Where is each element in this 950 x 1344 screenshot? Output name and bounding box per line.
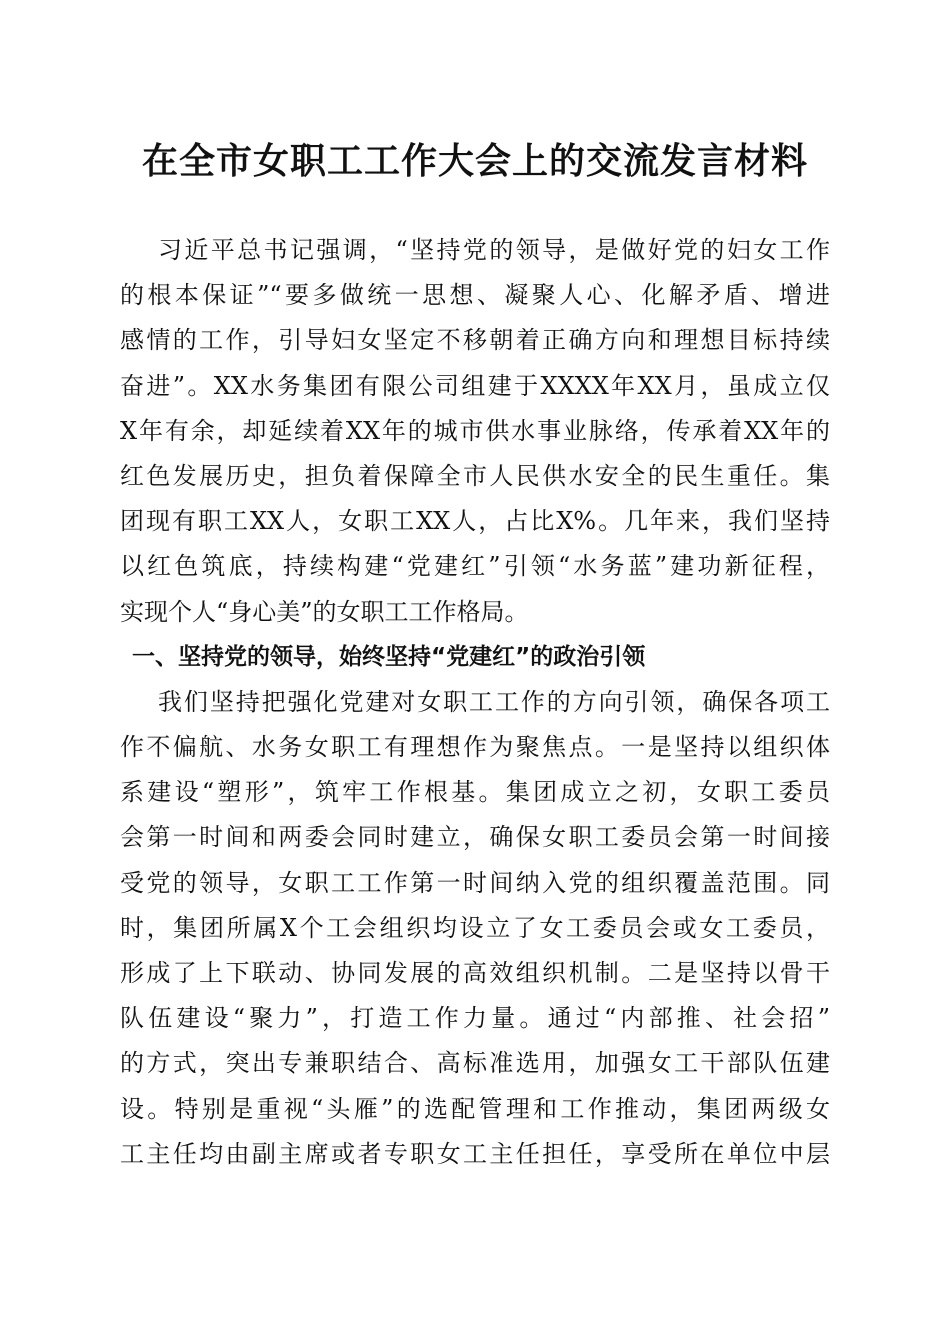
paragraph-line-text: 红色发展历史，担负着保障全市人民供水安全的民生重任。集: [120, 461, 830, 490]
section-heading: [120, 635, 830, 680]
paragraph-line: [120, 409, 830, 454]
paragraph-line: [120, 996, 830, 1041]
paragraph-line: [120, 815, 830, 860]
paragraph-line: [120, 770, 830, 815]
paragraph-line: [120, 725, 830, 770]
paragraph-line: [120, 1087, 830, 1132]
paragraph-line-text: 的方式，突出专兼职结合、高标准选用，加强女工干部队伍建: [120, 1049, 830, 1078]
paragraph-line: [120, 1041, 830, 1086]
paragraph-line: [120, 318, 830, 363]
paragraph-line-text: 系建设“塑形”，筑牢工作根基。集团成立之初，女职工委员: [120, 778, 830, 807]
document-body: [120, 228, 830, 1177]
paragraph-line-text: 会第一时间和两委会同时建立，确保女职工委员会第一时间接: [120, 823, 830, 852]
paragraph-line: [120, 1132, 830, 1177]
paragraph-line: [120, 544, 830, 589]
paragraph-line-text: 工主任均由副主席或者专职女工主任担任，享受所在单位中层: [120, 1139, 830, 1168]
paragraph-line: [120, 364, 830, 409]
paragraph-line: [120, 906, 830, 951]
paragraph-line: [120, 499, 830, 544]
paragraph-line: [120, 680, 830, 725]
paragraph-line-text: 我们坚持把强化党建对女职工工作的方向引领，确保各项工: [158, 687, 830, 716]
paragraph-line: [120, 590, 830, 635]
paragraph-line: [120, 273, 830, 318]
paragraph-line: [120, 454, 830, 499]
paragraph-line-text: 形成了上下联动、协同发展的高效组织机制。二是坚持以骨干: [120, 959, 830, 987]
paragraph-line-text: 设。特别是重视“头雁”的选配管理和工作推动，集团两级女: [120, 1094, 830, 1123]
paragraph-line-text: 奋进”。XX水务集团有限公司组建于XXXX年XX月，虽成立仅: [120, 371, 830, 400]
paragraph-line-text: 作不偏航、水务女职工有理想作为聚焦点。一是坚持以组织体: [120, 733, 830, 762]
paragraph-line-text: 队伍建设“聚力”，打造工作力量。通过“内部推、社会招”: [120, 1004, 830, 1033]
paragraph-line-text: 受党的领导，女职工工作第一时间纳入党的组织覆盖范围。同: [120, 868, 830, 897]
paragraph-line-text: 实现个人“身心美”的女职工工作格局。: [120, 597, 529, 626]
paragraph-line: [120, 951, 830, 996]
paragraph-line-text: X年有余，却延续着XX年的城市供水事业脉络，传承着XX年的: [120, 416, 830, 445]
paragraph-line-text: 习近平总书记强调，“坚持党的领导，是做好党的妇女工作: [158, 236, 830, 264]
document-title: 在全市女职工工作大会上的交流发言材料: [141, 140, 808, 182]
paragraph-line-text: 时，集团所属X个工会组织均设立了女工委员会或女工委员，: [120, 913, 830, 942]
paragraph-line-text: 的根本保证”“要多做统一思想、凝聚人心、化解矛盾、增进: [120, 281, 830, 310]
paragraph-line-text: 以红色筑底，持续构建“党建红”引领“水务蓝”建功新征程，: [120, 552, 830, 581]
paragraph-line: [120, 861, 830, 906]
paragraph-line-text: 感情的工作，引导妇女坚定不移朝着正确方向和理想目标持续: [120, 326, 830, 355]
paragraph-line-text: 团现有职工XX人，女职工XX人，占比X%。几年来，我们坚持: [120, 507, 830, 536]
section-heading-text: 一、坚持党的领导，始终坚持“党建红”的政治引领: [132, 643, 646, 670]
paragraph-line: [120, 228, 830, 273]
